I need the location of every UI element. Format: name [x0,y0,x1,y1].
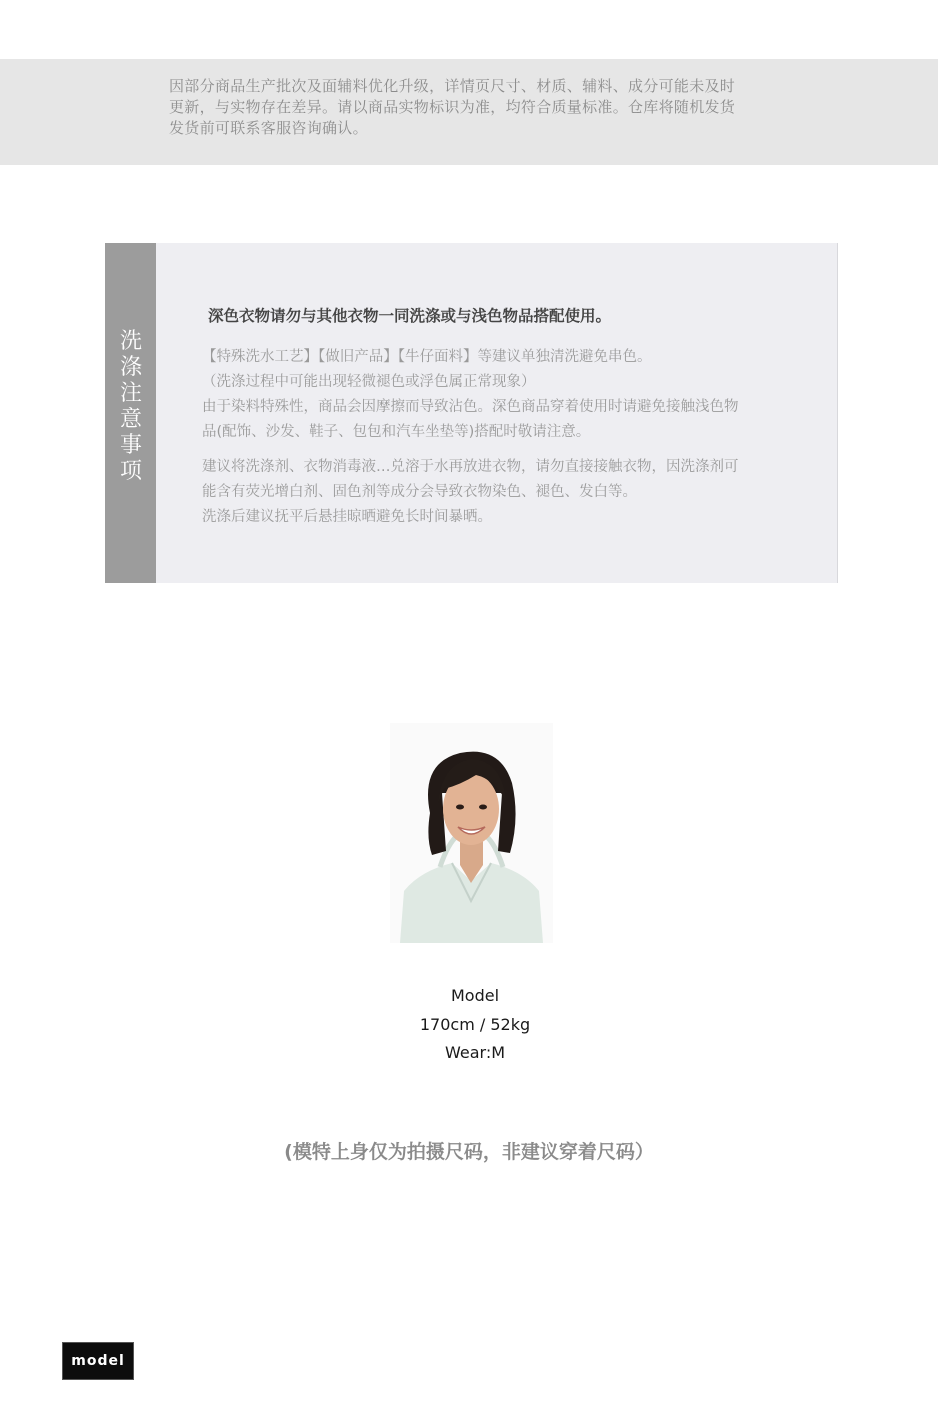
title-char: 意 [119,407,142,432]
model-badge: model [62,1342,134,1380]
notice-line: 发货前可联系客服咨询确认。 [169,119,368,137]
model-info [369,982,581,1068]
model-photo [390,723,553,943]
paragraph-line: 洗涤后建议抚平后悬挂晾晒避免长时间暴晒。 [202,509,492,525]
title-char: 事 [119,433,142,458]
model-wear-size: Wear:M [444,1043,506,1062]
title-char: 注 [119,381,142,406]
model-label: Model [450,986,500,1005]
size-notice-text [169,76,809,139]
model-stats: 170cm / 52kg [419,1014,531,1034]
paragraph-line: 由于染料特殊性，商品会因摩擦而导致沾色。深色商品穿着使用时请避免接触浅色物 [202,399,739,415]
wash-care-heading: 深色衣物请勿与其他衣物一同洗涤或与浅色物品搭配使用。 [208,307,612,325]
paragraph-line: 建议将洗涤剂、衣物消毒液…兑溶于水再放进衣物，请勿直接接触衣物，因洗涤剂可 [202,459,739,475]
title-char: 项 [119,459,142,484]
wash-care-side-label [105,243,156,583]
paragraph-line: （洗涤过程中可能出现轻微褪色或浮色属正常现象） [202,374,536,390]
model-portrait-image [390,723,553,943]
size-notice-banner [0,59,938,165]
notice-line: 更新，与实物存在差异。请以商品实物标识为准，均符合质量标准。仓库将随机发货 [169,98,736,116]
paragraph-line: 品(配饰、沙发、鞋子、包包和汽车坐垫等)搭配时敬请注意。 [202,424,591,440]
wash-care-panel [105,243,838,583]
model-size-disclaimer: (模特上身仅为拍摄尺码，非建议穿着尺码） [284,1141,654,1163]
wash-care-paragraph-dye [202,345,802,445]
title-char: 涤 [119,355,142,380]
notice-line: 因部分商品生产批次及面辅料优化升级，详情页尺寸、材质、辅料、成分可能未及时 [169,77,736,95]
wash-care-paragraph-detergent [202,455,802,530]
title-char: 洗 [119,329,142,354]
paragraph-line: 【特殊洗水工艺】【做旧产品】【牛仔面料】等建议单独清洗避免串色。 [202,349,652,365]
paragraph-line: 能含有荧光增白剂、固色剂等成分会导致衣物染色、褪色、发白等。 [202,484,637,500]
wash-care-vertical-title [118,329,144,485]
